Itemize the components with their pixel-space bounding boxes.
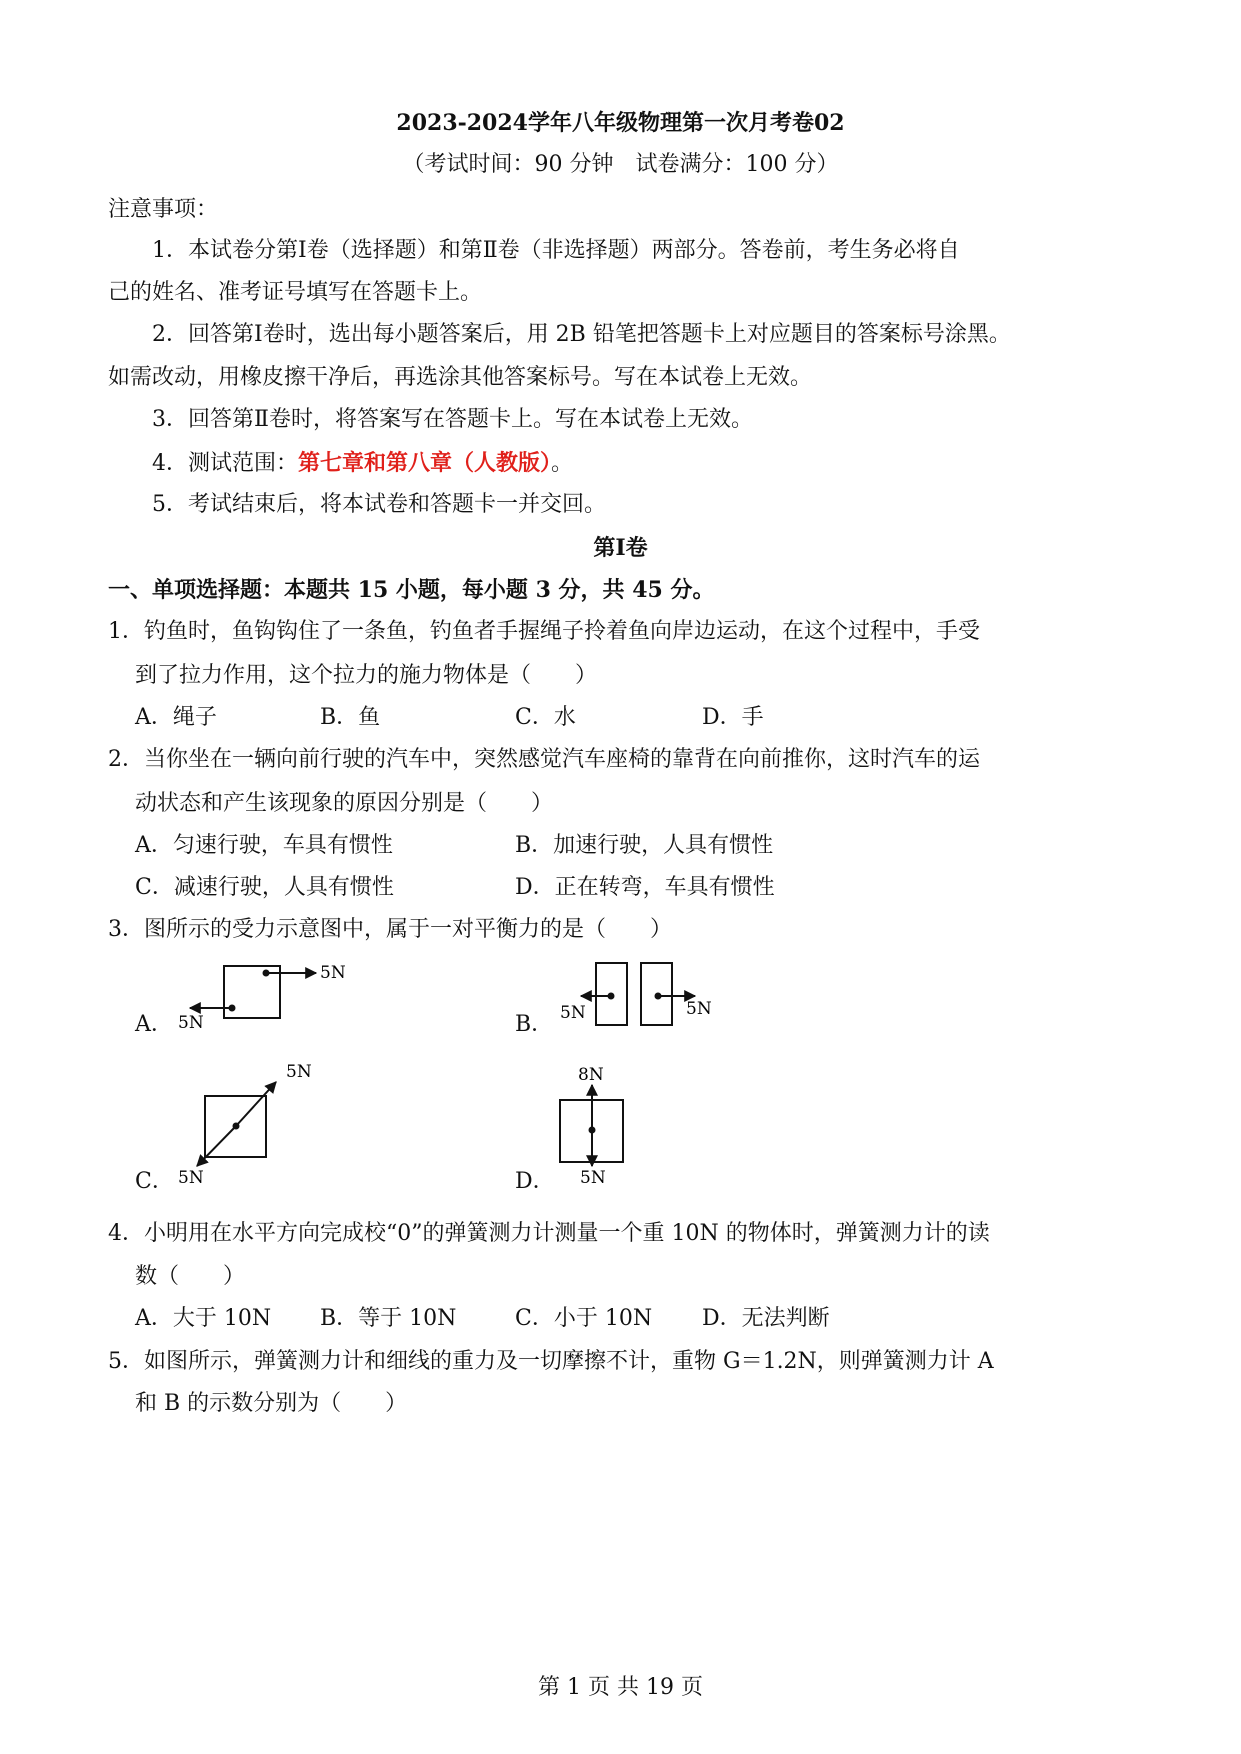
force-label: 8N xyxy=(578,1065,604,1085)
option: C． xyxy=(135,1169,174,1194)
force-label: 5N xyxy=(286,1062,312,1082)
question-text: 1．钓鱼时，鱼钩钩住了一条鱼，钓鱼者手握绳子拎着鱼向岸边运动，在这个过程中，手受 xyxy=(108,619,981,644)
diagram-b xyxy=(560,963,712,1025)
note-item: 1．本试卷分第Ⅰ卷（选择题）和第Ⅱ卷（非选择题）两部分。答卷前，考生务必将自 xyxy=(152,238,960,263)
option: D．无法判断 xyxy=(702,1306,830,1331)
option: B． xyxy=(515,1012,554,1037)
option: A．绳子 xyxy=(135,705,217,730)
option: D．正在转弯，车具有惯性 xyxy=(515,875,775,900)
note-item: 如需改动，用橡皮擦干净后，再选涂其他答案标号。写在本试卷上无效。 xyxy=(108,365,813,390)
notes-heading: 注意事项： xyxy=(108,197,219,222)
force-label: 5N xyxy=(560,1003,586,1023)
force-label: 5N xyxy=(580,1168,606,1188)
note-suffix: 。 xyxy=(551,451,574,476)
diagram-d xyxy=(560,1065,623,1188)
diagram-c xyxy=(178,1062,312,1188)
question-text: 和 B 的示数分别为（ ） xyxy=(135,1391,408,1416)
page-footer: 第 1 页 共 19 页 xyxy=(538,1675,703,1700)
exam-subtitle: （考试时间：90 分钟 试卷满分：100 分） xyxy=(402,152,839,177)
note-prefix: 4．测试范围： xyxy=(152,451,298,476)
option: B．等于 10N xyxy=(320,1306,457,1331)
diagram-a xyxy=(178,963,346,1033)
note-item: 2．回答第Ⅰ卷时，选出每小题答案后，用 2B 铅笔把答题卡上对应题目的答案标号涂黑。 xyxy=(152,322,1011,347)
question-text: 到了拉力作用，这个拉力的施力物体是（ ） xyxy=(135,663,598,688)
option: A．匀速行驶，车具有惯性 xyxy=(135,833,393,858)
force-label: 5N xyxy=(178,1013,204,1033)
option: B．鱼 xyxy=(320,705,381,730)
option: D．手 xyxy=(702,705,764,730)
question-text: 3．图所示的受力示意图中，属于一对平衡力的是（ ） xyxy=(108,917,672,942)
page-title: 2023-2024学年八年级物理第一次月考卷02 xyxy=(396,110,845,136)
question-text: 5．如图所示，弹簧测力计和细线的重力及一切摩擦不计，重物 G＝1.2N，则弹簧测力计 A xyxy=(108,1349,994,1374)
option: B．加速行驶，人具有惯性 xyxy=(515,833,774,858)
question-text: 4．小明用在水平方向完成校“0”的弹簧测力计测量一个重 10N 的物体时，弹簧测力计的读 xyxy=(108,1221,990,1246)
question-text: 2．当你坐在一辆向前行驶的汽车中，突然感觉汽车座椅的靠背在向前推你，这时汽车的运 xyxy=(108,747,981,772)
option: D． xyxy=(515,1169,555,1194)
note-item: 3．回答第Ⅱ卷时，将答案写在答题卡上。写在本试卷上无效。 xyxy=(152,407,753,432)
question-text: 数（ ） xyxy=(135,1264,246,1289)
option: C．水 xyxy=(515,705,576,730)
option: A． xyxy=(135,1012,173,1037)
note-item: 5．考试结束后，将本试卷和答题卡一并交回。 xyxy=(152,492,606,517)
force-label: 5N xyxy=(178,1168,204,1188)
part-title: 第Ⅰ卷 xyxy=(593,535,648,561)
option: C．减速行驶，人具有惯性 xyxy=(135,875,394,900)
note-item: 己的姓名、准考证号填写在答题卡上。 xyxy=(108,280,483,305)
option: C．小于 10N xyxy=(515,1306,653,1331)
force-label: 5N xyxy=(686,999,712,1019)
test-scope: 第七章和第八章（人教版） xyxy=(298,450,552,476)
force-label: 5N xyxy=(320,963,346,983)
section-title: 一、单项选择题：本题共 15 小题，每小题 3 分，共 45 分。 xyxy=(108,577,715,603)
option: A．大于 10N xyxy=(135,1306,272,1331)
question-text: 动状态和产生该现象的原因分别是（ ） xyxy=(135,791,554,816)
